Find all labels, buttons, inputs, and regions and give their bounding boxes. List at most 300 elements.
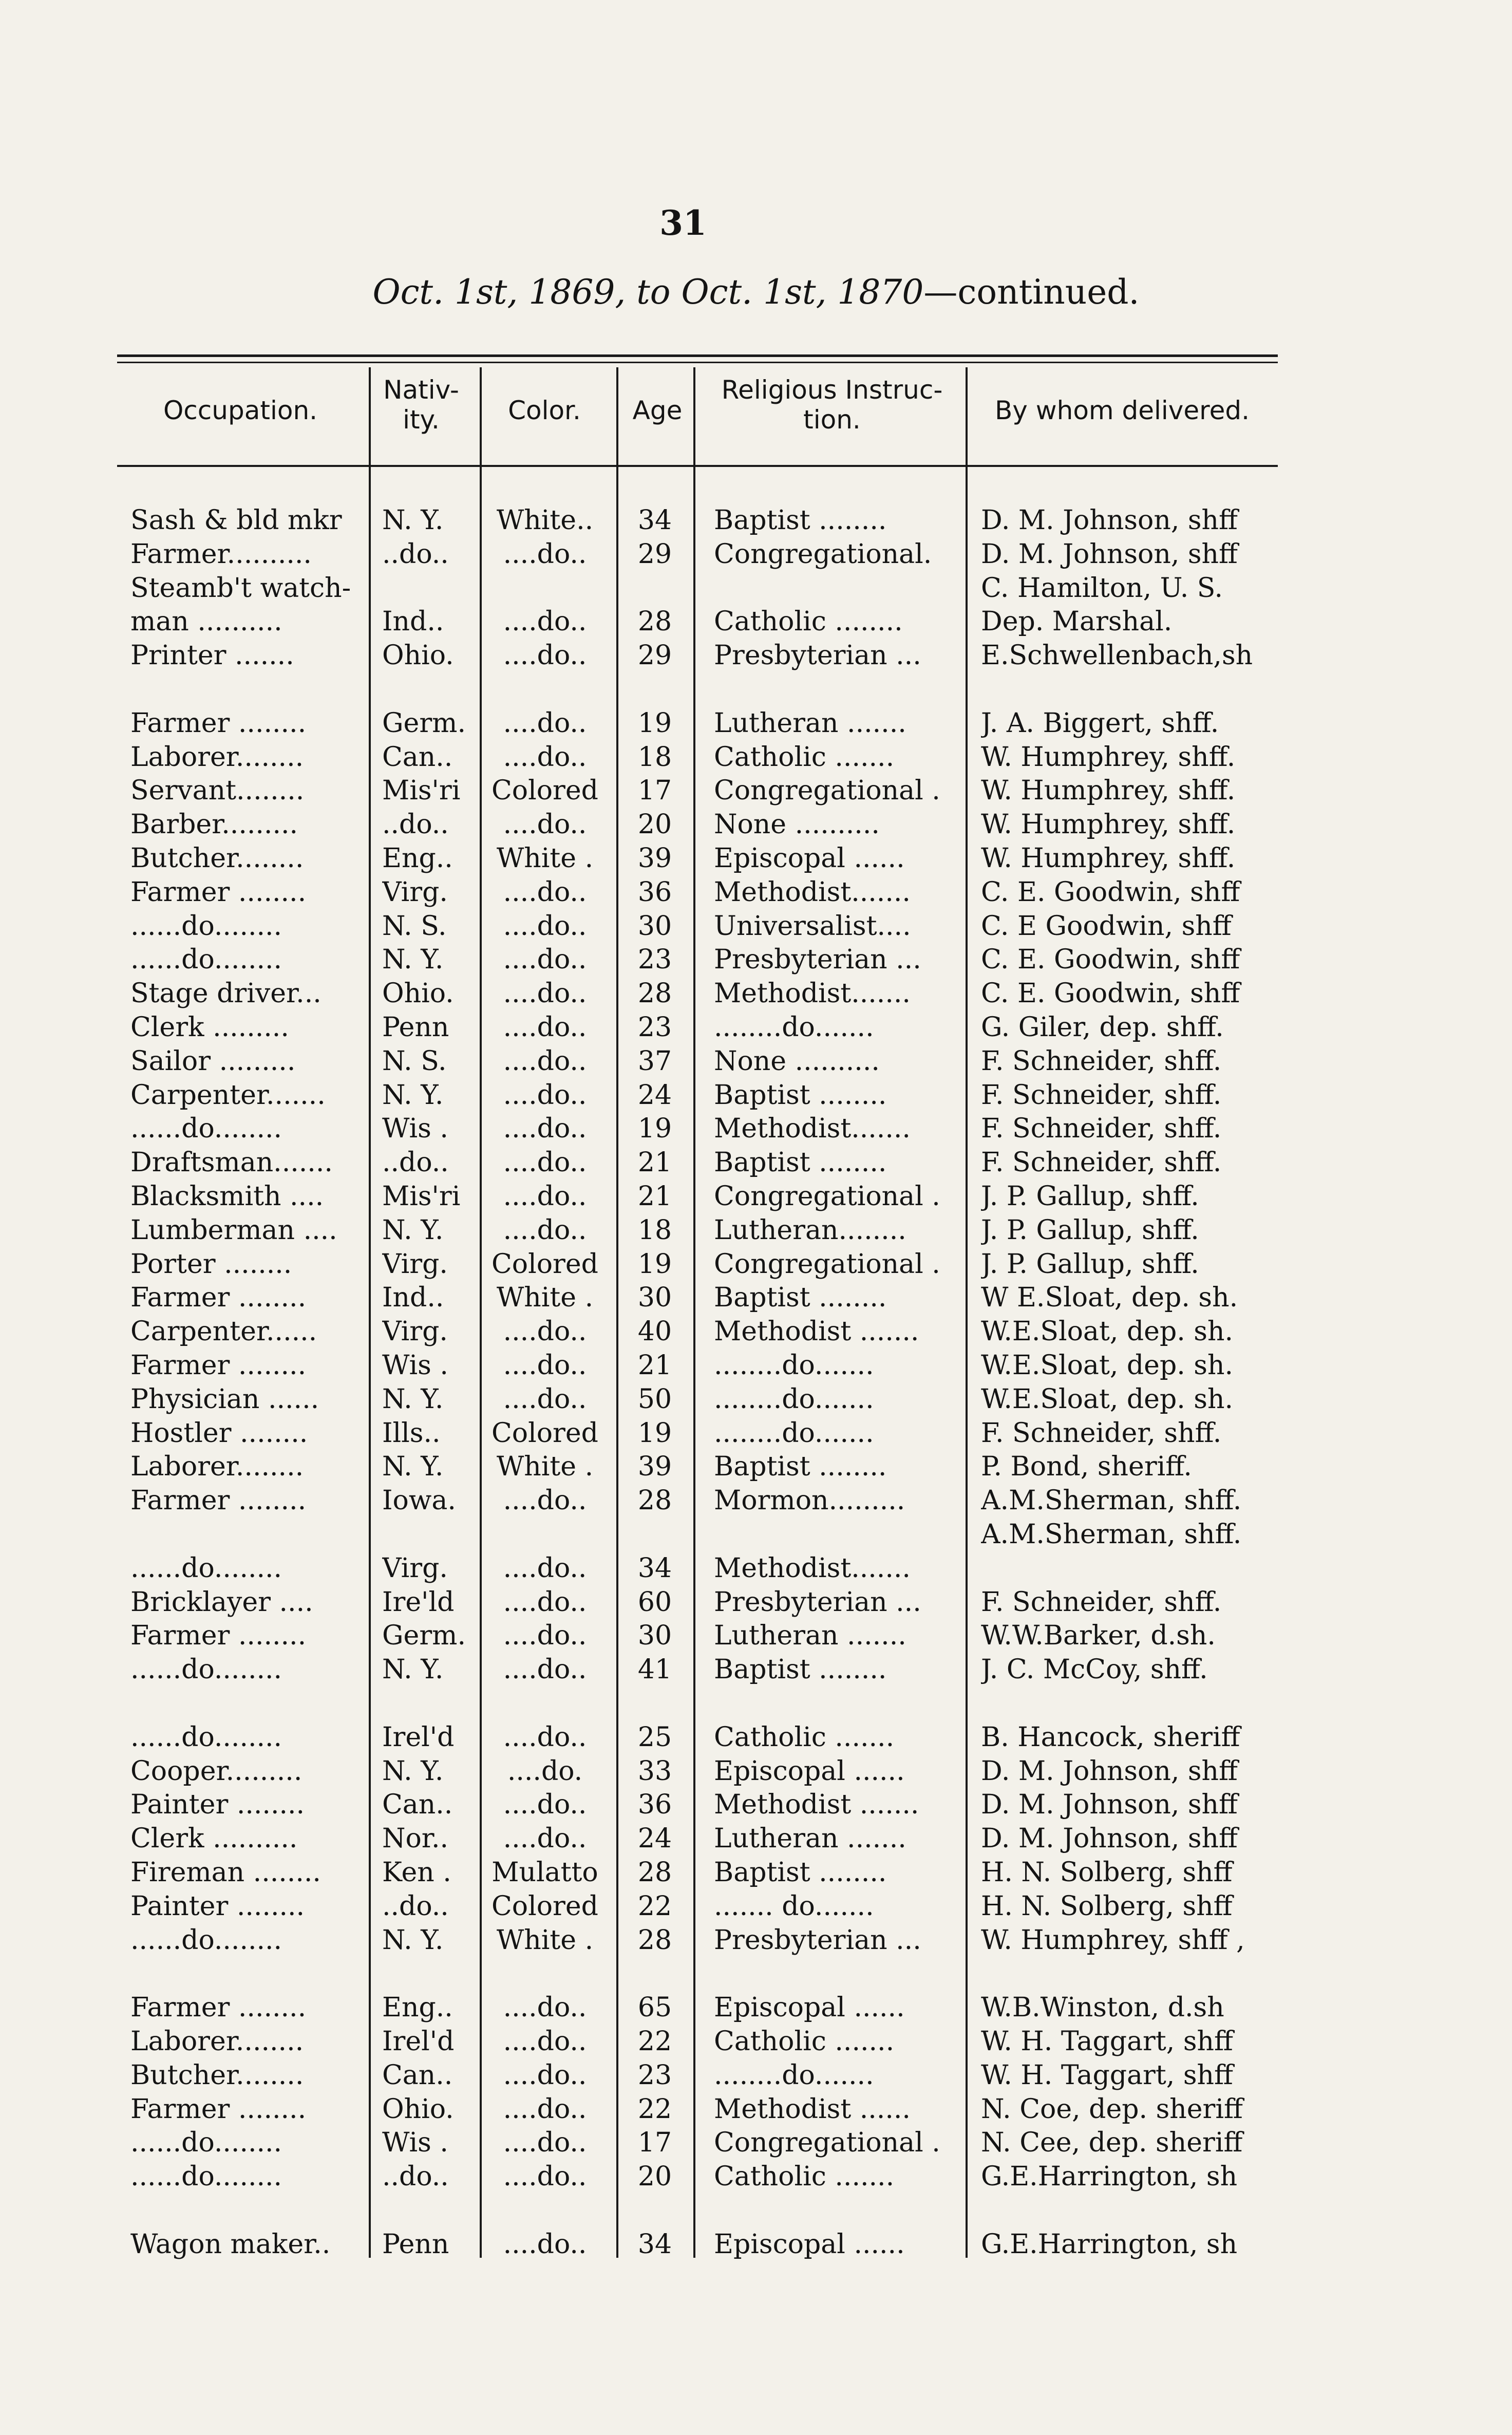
cell-by-whom: E.Schwellenbach,sh	[981, 640, 1253, 671]
cell-age: 28	[637, 1485, 672, 1516]
cell-age: 29	[637, 538, 672, 570]
cell-age: 24	[637, 1079, 672, 1111]
table-row	[0, 1889, 1512, 1923]
table-row	[0, 1856, 1512, 1889]
cell-occupation: Draftsman.......	[130, 1147, 333, 1178]
cell-by-whom: H. N. Solberg, shff	[981, 1890, 1233, 1922]
cell-by-whom: P. Bond, sheriff.	[981, 1451, 1192, 1483]
cell-color: ....do.	[507, 1755, 583, 1787]
cell-occupation: Physician ......	[130, 1383, 319, 1415]
cell-nativity: N. Y.	[382, 944, 444, 976]
cell-color: ....do..	[503, 1147, 587, 1178]
cell-nativity: Mis'ri	[382, 775, 461, 807]
cell-occupation: Laborer........	[130, 2026, 304, 2057]
cell-color: ....do..	[503, 978, 587, 1009]
cell-religious: Catholic ........	[714, 606, 903, 638]
cell-by-whom: W. Humphrey, shff.	[981, 775, 1236, 807]
cell-color: ....do..	[503, 1012, 587, 1043]
table-row	[0, 1754, 1512, 1788]
cell-nativity: Germ.	[382, 707, 466, 739]
cell-nativity: Can..	[382, 741, 453, 773]
cell-age: 36	[637, 876, 672, 908]
table-row	[0, 1213, 1512, 1247]
cell-age: 28	[637, 1924, 672, 1956]
cell-age: 19	[637, 1248, 672, 1280]
cell-occupation: Clerk .........	[130, 1012, 289, 1043]
cell-occupation: Farmer ........	[130, 707, 307, 739]
cell-by-whom: W.E.Sloat, dep. sh.	[981, 1316, 1234, 1347]
table-row	[0, 740, 1512, 774]
cell-age: 21	[637, 1350, 672, 1381]
table-row	[0, 808, 1512, 841]
cell-occupation: Farmer ........	[130, 1282, 307, 1314]
cell-color: White .	[496, 1924, 594, 1956]
cell-color: ....do..	[503, 1992, 587, 2024]
table-row	[0, 1957, 1512, 1991]
cell-occupation: Farmer ........	[130, 1992, 307, 2024]
cell-occupation: Carpenter......	[130, 1316, 317, 1347]
table-row	[0, 1044, 1512, 1078]
cell-by-whom: C. E Goodwin, shff	[981, 910, 1232, 942]
table-row	[0, 1991, 1512, 2025]
cell-color: ....do..	[503, 606, 587, 638]
cell-color: ....do..	[503, 640, 587, 671]
cell-by-whom: J. P. Gallup, shff.	[981, 1214, 1199, 1246]
cell-nativity: Irel'd	[382, 2026, 455, 2057]
cell-color: ....do..	[503, 1350, 587, 1381]
cell-occupation: Painter ........	[130, 1890, 305, 1922]
header-top-rule-2	[117, 362, 1278, 363]
cell-nativity: Penn	[382, 1012, 449, 1043]
table-row	[0, 1247, 1512, 1281]
cell-by-whom: F. Schneider, shff.	[981, 1147, 1222, 1178]
cell-age: 17	[637, 2127, 672, 2159]
cell-color: Colored	[492, 1890, 598, 1922]
table-row	[0, 503, 1512, 537]
cell-by-whom: C. Hamilton, U. S.	[981, 572, 1223, 604]
cell-nativity: N. Y.	[382, 1924, 444, 1956]
cell-color: ....do..	[503, 1079, 587, 1111]
table-row	[0, 1078, 1512, 1112]
cell-age: 19	[637, 1417, 672, 1449]
cell-nativity: Can..	[382, 2059, 453, 2091]
table-row	[0, 2194, 1512, 2227]
cell-color: ....do..	[503, 1586, 587, 1618]
cell-color: ....do..	[503, 809, 587, 840]
cell-religious: Catholic .......	[714, 1721, 895, 1753]
cell-nativity: Ills..	[382, 1417, 441, 1449]
cell-occupation: Farmer ........	[130, 876, 307, 908]
cell-color: White..	[496, 505, 594, 536]
cell-occupation: Farmer ........	[130, 1485, 307, 1516]
cell-religious: Methodist.......	[714, 876, 911, 908]
table-row	[0, 875, 1512, 909]
cell-by-whom: C. E. Goodwin, shff	[981, 944, 1240, 976]
cell-color: Mulatto	[492, 1857, 598, 1888]
cell-by-whom: W.W.Barker, d.sh.	[981, 1620, 1216, 1652]
cell-by-whom: F. Schneider, shff.	[981, 1586, 1222, 1618]
cell-occupation: Butcher........	[130, 2059, 304, 2091]
cell-nativity: Nor..	[382, 1823, 449, 1855]
cell-by-whom: D. M. Johnson, shff	[981, 1823, 1238, 1855]
table-row	[0, 1518, 1512, 1551]
cell-religious: Baptist ........	[714, 1451, 887, 1483]
cell-color: ....do..	[503, 2127, 587, 2159]
table-row	[0, 841, 1512, 875]
cell-age: 18	[637, 741, 672, 773]
cell-color: ....do..	[503, 910, 587, 942]
cell-nativity: Ken .	[382, 1857, 451, 1888]
cell-by-whom: Dep. Marshal.	[981, 606, 1173, 638]
cell-by-whom: W.E.Sloat, dep. sh.	[981, 1350, 1234, 1381]
cell-color: ....do..	[503, 538, 587, 570]
cell-age: 28	[637, 606, 672, 638]
cell-nativity: Ire'ld	[382, 1586, 455, 1618]
table-row	[0, 1112, 1512, 1146]
cell-occupation: Clerk ..........	[130, 1823, 298, 1855]
cell-color: ....do..	[503, 2026, 587, 2057]
cell-color: ....do..	[503, 1383, 587, 1415]
cell-age: 41	[637, 1654, 672, 1685]
cell-nativity: N. Y.	[382, 1755, 444, 1787]
running-title	[0, 272, 1512, 312]
cell-nativity: ..do..	[382, 809, 449, 840]
cell-nativity: Eng..	[382, 1992, 453, 2024]
cell-occupation: ......do........	[130, 1113, 282, 1145]
cell-religious: Congregational .	[714, 2127, 940, 2159]
cell-age: 30	[637, 1620, 672, 1652]
cell-nativity: Ind..	[382, 606, 444, 638]
cell-religious: ........do.......	[714, 1383, 874, 1415]
cell-by-whom: F. Schneider, shff.	[981, 1079, 1222, 1111]
cell-occupation: Barber.........	[130, 809, 298, 840]
cell-by-whom: W.B.Winston, d.sh	[981, 1992, 1224, 2024]
header-age: Age	[632, 396, 683, 425]
cell-nativity: N. Y.	[382, 505, 444, 536]
cell-religious: Methodist.......	[714, 1113, 911, 1145]
cell-by-whom: F. Schneider, shff.	[981, 1113, 1222, 1145]
cell-religious: Lutheran .......	[714, 707, 906, 739]
cell-color: ....do..	[503, 1721, 587, 1753]
cell-occupation: Laborer........	[130, 1451, 304, 1483]
cell-by-whom: G.E.Harrington, sh	[981, 2228, 1238, 2260]
cell-by-whom: W. Humphrey, shff.	[981, 843, 1236, 874]
cell-religious: None ..........	[714, 809, 880, 840]
cell-religious: Methodist ......	[714, 2093, 911, 2125]
cell-by-whom: G. Giler, dep. shff.	[981, 1012, 1224, 1043]
cell-occupation: ......do........	[130, 910, 282, 942]
cell-occupation: ......do........	[130, 1924, 282, 1956]
cell-religious: ........do.......	[714, 1417, 874, 1449]
cell-by-whom: F. Schneider, shff.	[981, 1417, 1222, 1449]
cell-by-whom: B. Hancock, sheriff	[981, 1721, 1240, 1753]
cell-age: 23	[637, 944, 672, 976]
cell-nativity: N. Y.	[382, 1654, 444, 1685]
cell-by-whom: J. P. Gallup, shff.	[981, 1181, 1199, 1212]
cell-age: 19	[637, 707, 672, 739]
cell-religious: ........do.......	[714, 1012, 874, 1043]
cell-by-whom: W. Humphrey, shff ,	[981, 1924, 1245, 1956]
table-row	[0, 1619, 1512, 1653]
cell-religious: Baptist ........	[714, 1654, 887, 1685]
cell-occupation: Stage driver...	[130, 978, 322, 1009]
cell-age: 17	[637, 775, 672, 807]
cell-occupation: Wagon maker..	[130, 2228, 331, 2260]
cell-nativity: Ind..	[382, 1282, 444, 1314]
cell-nativity: N. S.	[382, 910, 447, 942]
cell-color: ....do..	[503, 944, 587, 976]
table-row	[0, 1585, 1512, 1619]
cell-religious: Methodist.......	[714, 978, 911, 1009]
cell-occupation: Porter ........	[130, 1248, 292, 1280]
cell-color: ....do..	[503, 1045, 587, 1077]
cell-by-whom: J. P. Gallup, shff.	[981, 1248, 1199, 1280]
table-row	[0, 774, 1512, 808]
cell-age: 28	[637, 1857, 672, 1888]
cell-age: 39	[637, 843, 672, 874]
cell-age: 30	[637, 1282, 672, 1314]
cell-religious: Congregational .	[714, 1181, 940, 1212]
cell-color: ....do..	[503, 1113, 587, 1145]
cell-nativity: ..do..	[382, 538, 449, 570]
cell-color: Colored	[492, 1417, 598, 1449]
cell-nativity: Wis .	[382, 1113, 448, 1145]
table-row	[0, 571, 1512, 605]
cell-nativity: Mis'ri	[382, 1181, 461, 1212]
cell-by-whom: W. Humphrey, shff.	[981, 741, 1236, 773]
cell-nativity: Virg.	[382, 876, 448, 908]
cell-by-whom: N. Coe, dep. sheriff	[981, 2093, 1243, 2125]
cell-color: ....do..	[503, 1620, 587, 1652]
cell-color: ....do..	[503, 741, 587, 773]
cell-religious: None ..........	[714, 1045, 880, 1077]
table-row	[0, 1315, 1512, 1348]
cell-color: Colored	[492, 775, 598, 807]
cell-occupation: Servant........	[130, 775, 305, 807]
cell-color: ....do..	[503, 2059, 587, 2091]
cell-occupation: man ..........	[130, 606, 282, 638]
cell-color: ....do..	[503, 2228, 587, 2260]
cell-color: ....do..	[503, 876, 587, 908]
cell-age: 23	[637, 2059, 672, 2091]
cell-occupation: Carpenter.......	[130, 1079, 326, 1111]
cell-nativity: N. Y.	[382, 1383, 444, 1415]
header-religious-instruction: Religious Instruc- tion.	[721, 375, 943, 435]
cell-occupation: Butcher........	[130, 843, 304, 874]
cell-religious: Congregational .	[714, 1248, 940, 1280]
cell-nativity: N. S.	[382, 1045, 447, 1077]
cell-nativity: Germ.	[382, 1620, 466, 1652]
cell-age: 36	[637, 1789, 672, 1821]
table-row	[0, 2025, 1512, 2058]
table-row	[0, 1010, 1512, 1044]
cell-color: ....do..	[503, 1316, 587, 1347]
cell-occupation: ......do........	[130, 2161, 282, 2193]
cell-color: ....do..	[503, 1485, 587, 1516]
cell-age: 24	[637, 1823, 672, 1855]
cell-occupation: Farmer ........	[130, 1350, 307, 1381]
cell-occupation: Laborer........	[130, 741, 304, 773]
cell-age: 50	[637, 1383, 672, 1415]
cell-religious: Episcopal ......	[714, 2228, 905, 2260]
cell-age: 33	[637, 1755, 672, 1787]
cell-color: ....do..	[503, 707, 587, 739]
cell-age: 34	[637, 505, 672, 536]
cell-religious: Catholic .......	[714, 2161, 895, 2193]
cell-age: 40	[637, 1316, 672, 1347]
cell-color: ....do..	[503, 1789, 587, 1821]
cell-age: 22	[637, 2026, 672, 2057]
cell-age: 21	[637, 1147, 672, 1178]
cell-occupation: Sailor .........	[130, 1045, 296, 1077]
cell-religious: Methodist.......	[714, 1552, 911, 1584]
cell-occupation: ......do........	[130, 2127, 282, 2159]
cell-nativity: N. Y.	[382, 1079, 444, 1111]
table-row	[0, 706, 1512, 740]
table-row	[0, 1348, 1512, 1382]
cell-color: ....do..	[503, 2161, 587, 2193]
running-title-continued: —continued.	[923, 272, 1140, 312]
cell-religious: Congregational .	[714, 775, 940, 807]
cell-occupation: Farmer..........	[130, 538, 312, 570]
cell-religious: Methodist .......	[714, 1789, 919, 1821]
cell-religious: Baptist ........	[714, 1079, 887, 1111]
cell-age: 23	[637, 1012, 672, 1043]
cell-nativity: Ohio.	[382, 2093, 454, 2125]
cell-occupation: Blacksmith ....	[130, 1181, 324, 1212]
cell-by-whom: N. Cee, dep. sheriff	[981, 2127, 1243, 2159]
cell-religious: Catholic .......	[714, 2026, 895, 2057]
cell-by-whom: W. H. Taggart, shff	[981, 2059, 1233, 2091]
cell-occupation: ......do........	[130, 1552, 282, 1584]
table-row	[0, 2227, 1512, 2261]
table-row	[0, 2160, 1512, 2194]
cell-religious: Episcopal ......	[714, 1992, 905, 2024]
cell-nativity: Wis .	[382, 2127, 448, 2159]
cell-nativity: Ohio.	[382, 640, 454, 671]
cell-religious: Presbyterian ...	[714, 1586, 921, 1618]
cell-occupation: Sash & bld mkr	[130, 505, 342, 536]
cell-color: White .	[496, 1282, 594, 1314]
cell-age: 28	[637, 978, 672, 1009]
cell-by-whom: D. M. Johnson, shff	[981, 1755, 1238, 1787]
cell-occupation: Painter ........	[130, 1789, 305, 1821]
cell-nativity: ..do..	[382, 1147, 449, 1178]
cell-color: ....do..	[503, 1214, 587, 1246]
table-row	[0, 1146, 1512, 1179]
cell-color: White .	[496, 1451, 594, 1483]
cell-religious: ........do.......	[714, 1350, 874, 1381]
cell-nativity: Virg.	[382, 1316, 448, 1347]
header-bottom-rule	[117, 465, 1278, 467]
cell-by-whom: C. E. Goodwin, shff	[981, 978, 1240, 1009]
cell-occupation: Lumberman ....	[130, 1214, 337, 1246]
cell-religious: Baptist ........	[714, 1857, 887, 1888]
cell-religious: Episcopal ......	[714, 843, 905, 874]
header-color: Color.	[508, 396, 581, 425]
cell-color: ....do..	[503, 1552, 587, 1584]
cell-religious: Lutheran .......	[714, 1823, 906, 1855]
cell-nativity: ..do..	[382, 1890, 449, 1922]
cell-color: White .	[496, 843, 594, 874]
table-row	[0, 537, 1512, 571]
cell-occupation: Cooper.........	[130, 1755, 303, 1787]
cell-religious: Presbyterian ...	[714, 640, 921, 671]
cell-religious: Congregational.	[714, 538, 932, 570]
cell-religious: ....... do.......	[714, 1890, 874, 1922]
table-row	[0, 2126, 1512, 2160]
table-row	[0, 1416, 1512, 1450]
cell-occupation: Bricklayer ....	[130, 1586, 313, 1618]
cell-religious: Catholic .......	[714, 741, 895, 773]
cell-by-whom: D. M. Johnson, shff	[981, 1789, 1238, 1821]
cell-religious: Baptist ........	[714, 1147, 887, 1178]
cell-religious: Lutheran........	[714, 1214, 906, 1246]
cell-age: 60	[637, 1586, 672, 1618]
cell-by-whom: J. A. Biggert, shff.	[981, 707, 1219, 739]
table-row	[0, 1687, 1512, 1720]
cell-religious: Presbyterian ...	[714, 1924, 921, 1956]
cell-nativity: Virg.	[382, 1248, 448, 1280]
cell-nativity: Ohio.	[382, 978, 454, 1009]
table-row	[0, 672, 1512, 706]
table-row	[0, 1281, 1512, 1315]
table-row	[0, 1484, 1512, 1518]
cell-religious: Episcopal ......	[714, 1755, 905, 1787]
table-row	[0, 639, 1512, 672]
cell-by-whom: W E.Sloat, dep. sh.	[981, 1282, 1238, 1314]
table-row	[0, 909, 1512, 943]
cell-nativity: ..do..	[382, 2161, 449, 2193]
cell-occupation: Printer .......	[130, 640, 294, 671]
cell-nativity: N. Y.	[382, 1214, 444, 1246]
cell-religious: Methodist .......	[714, 1316, 919, 1347]
cell-by-whom: A.M.Sherman, shff.	[981, 1485, 1242, 1516]
cell-nativity: Wis .	[382, 1350, 448, 1381]
cell-by-whom: C. E. Goodwin, shff	[981, 876, 1240, 908]
cell-religious: Mormon.........	[714, 1485, 905, 1516]
table-row	[0, 605, 1512, 639]
header-top-rule	[117, 354, 1278, 357]
table-row	[0, 1551, 1512, 1585]
table-row	[0, 1788, 1512, 1822]
table-row	[0, 943, 1512, 977]
cell-age: 34	[637, 2228, 672, 2260]
cell-by-whom: W. Humphrey, shff.	[981, 809, 1236, 840]
table-row	[0, 977, 1512, 1010]
cell-by-whom: F. Schneider, shff.	[981, 1045, 1222, 1077]
cell-occupation: Farmer ........	[130, 2093, 307, 2125]
cell-age: 37	[637, 1045, 672, 1077]
cell-occupation: Hostler ........	[130, 1417, 308, 1449]
table-row	[0, 1450, 1512, 1484]
cell-nativity: N. Y.	[382, 1451, 444, 1483]
cell-nativity: Irel'd	[382, 1721, 455, 1753]
cell-color: Colored	[492, 1248, 598, 1280]
cell-nativity: Eng..	[382, 843, 453, 874]
cell-by-whom: H. N. Solberg, shff	[981, 1857, 1233, 1888]
cell-by-whom: G.E.Harrington, sh	[981, 2161, 1238, 2193]
cell-age: 30	[637, 910, 672, 942]
cell-occupation: Fireman ........	[130, 1857, 321, 1888]
table-row	[0, 2092, 1512, 2126]
table-row	[0, 1653, 1512, 1687]
cell-age: 22	[637, 1890, 672, 1922]
cell-occupation: ......do........	[130, 1654, 282, 1685]
cell-occupation: ......do........	[130, 944, 282, 976]
cell-age: 29	[637, 640, 672, 671]
table-row	[0, 1923, 1512, 1957]
